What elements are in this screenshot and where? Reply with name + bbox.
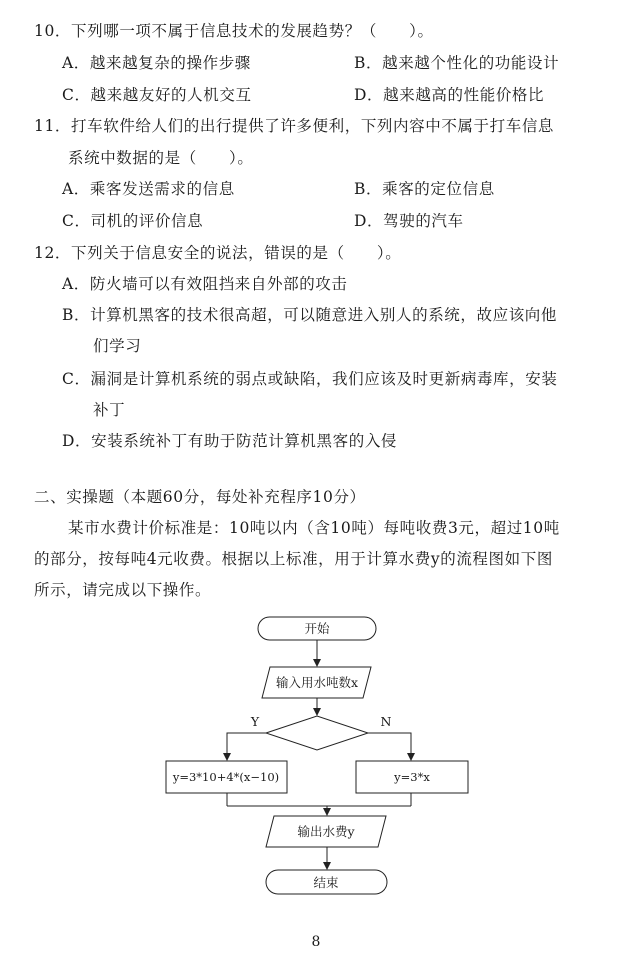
q12-stem: 12．下列关于信息安全的说法，错误的是（ ）。 <box>34 244 402 262</box>
flow-output-label: 输出水费y <box>297 824 355 839</box>
q11-option-d: D．驾驶的汽车 <box>354 212 464 230</box>
flow-input-label: 输入用水吨数x <box>275 675 359 690</box>
flow-start-label: 开始 <box>304 621 330 636</box>
flow-yes-label: Y <box>250 714 260 729</box>
flowchart <box>0 610 632 900</box>
q10-option-d: D．越来越高的性能价格比 <box>354 86 545 104</box>
flow-end-label: 结束 <box>313 875 339 890</box>
section2-paragraph-line3: 所示，请完成以下操作。 <box>34 581 212 599</box>
flow-right-process-label: y=3*x <box>394 770 430 784</box>
q12-option-b-line2: 们学习 <box>93 337 142 355</box>
q12-option-b-line1: B．计算机黑客的技术很高超，可以随意进入别人的系统，故应该向他 <box>62 306 557 324</box>
q11-option-b: B．乘客的定位信息 <box>354 180 495 198</box>
flow-left-process-label: y=3*10+4*(x−10) <box>172 770 280 784</box>
q11-stem-line1: 11．打车软件给人们的出行提供了许多便利，下列内容中不属于打车信息 <box>34 117 555 135</box>
q11-stem-line2: 系统中数据的是（ ）。 <box>68 149 254 167</box>
q12-option-c-line2: 补丁 <box>93 401 126 419</box>
q10-option-c: C．越来越友好的人机交互 <box>62 86 252 104</box>
section2-heading: 二、实操题（本题60分，每处补充程序10分） <box>34 488 366 506</box>
flow-decision-diamond <box>266 716 368 750</box>
q10-stem: 10．下列哪一项不属于信息技术的发展趋势？（ ）。 <box>34 22 434 40</box>
flow-no-label: N <box>380 714 392 729</box>
page-number: 8 <box>311 934 321 950</box>
q12-option-d: D．安装系统补丁有助于防范计算机黑客的入侵 <box>62 432 398 450</box>
q11-option-a: A．乘客发送需求的信息 <box>62 180 235 198</box>
q11-option-c: C．司机的评价信息 <box>62 212 204 230</box>
q12-option-c-line1: C．漏洞是计算机系统的弱点或缺陷，我们应该及时更新病毒库，安装 <box>62 370 558 388</box>
q12-option-a: A．防火墙可以有效阻挡来自外部的攻击 <box>62 275 348 293</box>
q10-option-b: B．越来越个性化的功能设计 <box>354 54 560 72</box>
section2-paragraph-line1: 某市水费计价标准是：10吨以内（含10吨）每吨收费3元，超过10吨 <box>68 519 560 537</box>
q10-option-a: A．越来越复杂的操作步骤 <box>62 54 251 72</box>
section2-paragraph-line2: 的部分，按每吨4元收费。根据以上标准，用于计算水费y的流程图如下图 <box>34 550 553 568</box>
